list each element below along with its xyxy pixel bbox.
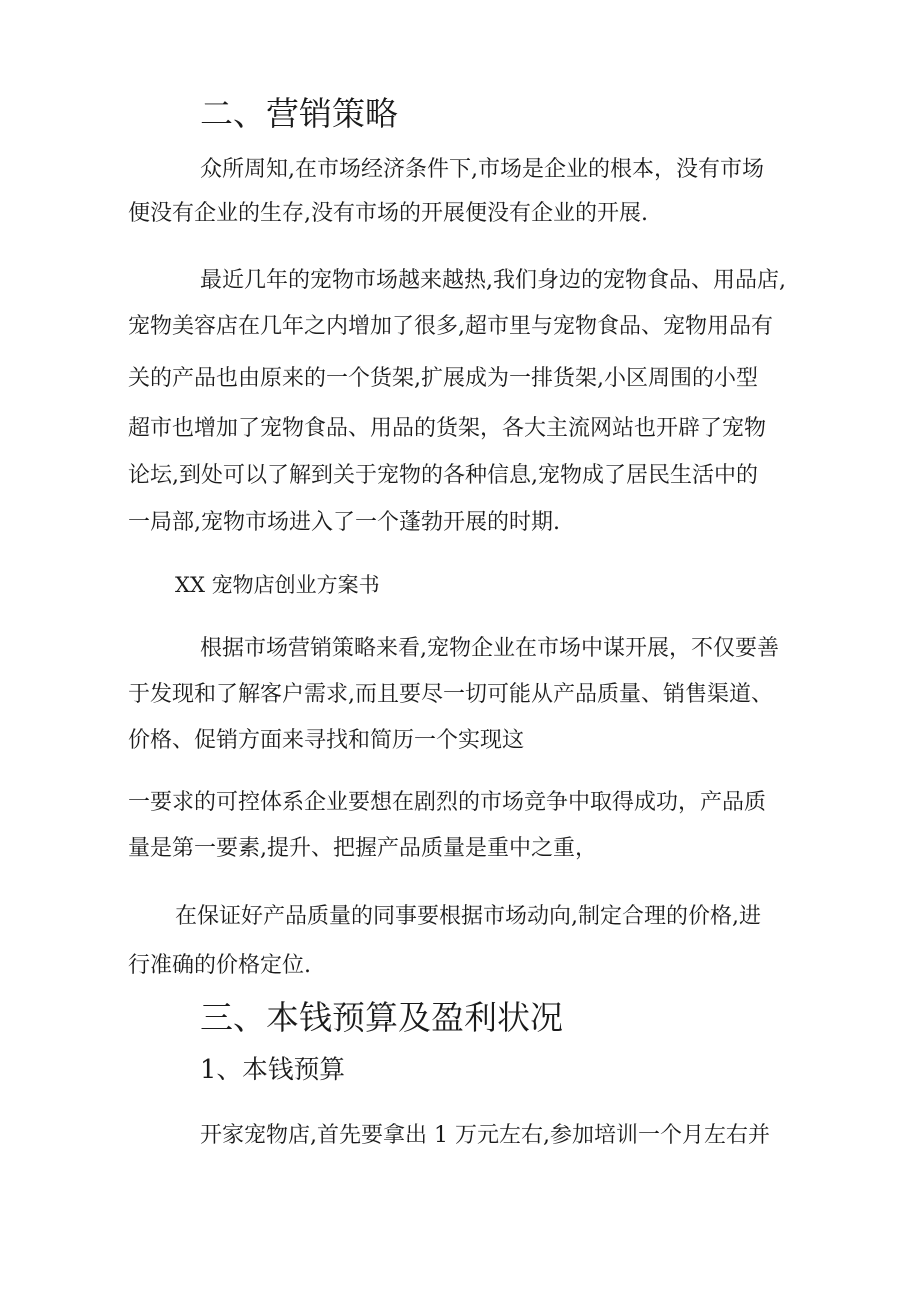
- section-heading-marketing: 二、营销策略: [200, 94, 398, 133]
- paragraph-line: 超市也增加了宠物食品、用品的货架，各大主流网站也开辟了宠物: [128, 416, 767, 441]
- paragraph-line: 宠物美容店在几年之内增加了很多,超市里与宠物食品、宠物用品有: [128, 314, 773, 339]
- paragraph-line: 关的产品也由原来的一个货架,扩展成为一排货架,小区周围的小型: [128, 366, 758, 391]
- paragraph-line: 于发现和了解客户需求,而且要尽一切可能从产品质量、销售渠道、: [128, 682, 773, 707]
- paragraph-line: 根据市场营销策略来看,宠物企业在市场中谋开展，不仅要善: [200, 636, 779, 661]
- subsection-heading-cost-budget: 1、本钱预算: [200, 1055, 346, 1085]
- document-subtitle: XX 宠物店创业方案书: [175, 573, 380, 597]
- paragraph-line: 便没有企业的生存,没有市场的开展便没有企业的开展.: [128, 201, 648, 226]
- paragraph-line: 行准确的价格定位.: [128, 953, 311, 978]
- section-heading-cost: 三、本钱预算及盈利状况: [200, 998, 563, 1037]
- paragraph-line: 论坛,到处可以了解到关于宠物的各种信息,宠物成了居民生活中的: [128, 463, 758, 488]
- paragraph-line: 一要求的可控体系企业要想在剧烈的市场竞争中取得成功，产品质: [128, 790, 767, 815]
- paragraph-line: 在保证好产品质量的同事要根据市场动向,制定合理的价格,进: [175, 904, 761, 929]
- paragraph-line: 价格、促销方面来寻找和简历一个实现这: [128, 728, 525, 753]
- paragraph-line: 开家宠物店,首先要拿出 1 万元左右,参加培训一个月左右并: [200, 1123, 770, 1148]
- paragraph-line: 量是第一要素,提升、把握产品质量是重中之重，: [128, 836, 597, 861]
- paragraph-line: 一局部,宠物市场进入了一个蓬勃开展的时期.: [128, 510, 560, 535]
- paragraph-line: 众所周知,在市场经济条件下,市场是企业的根本，没有市场: [200, 157, 764, 182]
- paragraph-line: 最近几年的宠物市场越来越热,我们身边的宠物食品、用品店,: [200, 268, 786, 293]
